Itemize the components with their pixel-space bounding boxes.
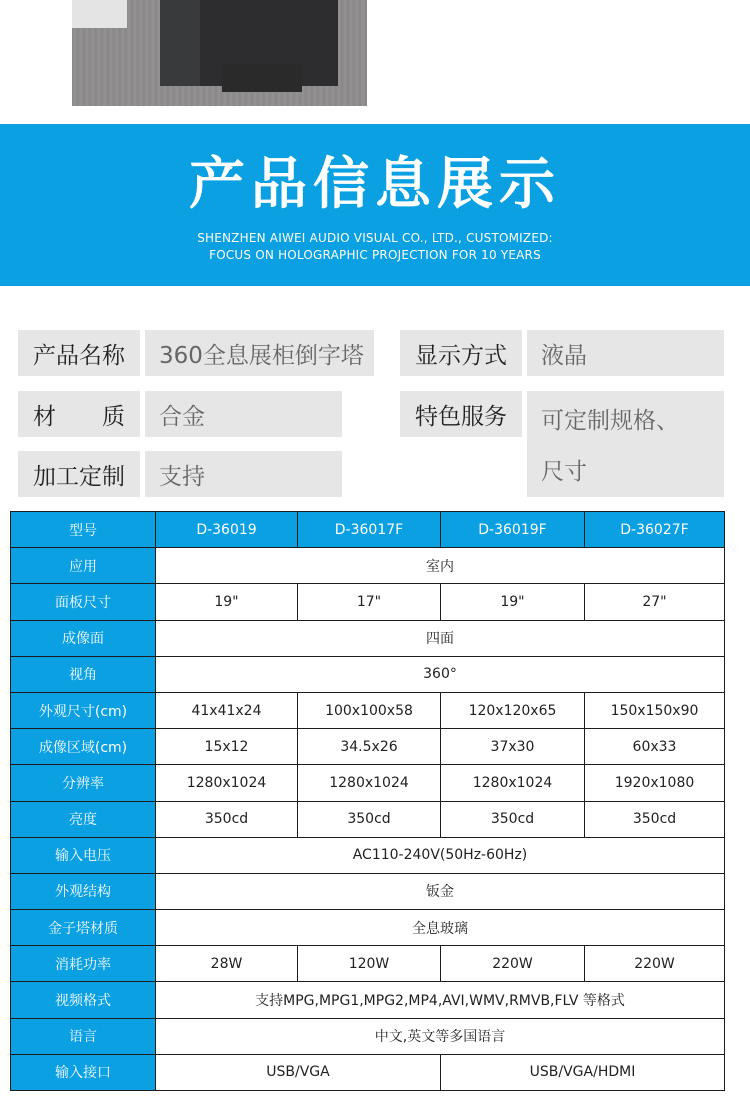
spec-table	[10, 511, 725, 1091]
spec-cell: 120x120x65	[441, 692, 585, 728]
spec-row	[11, 837, 725, 873]
spec-row-label: 外观结构	[11, 873, 156, 909]
spec-row-label: 型号	[11, 512, 156, 548]
photo-cabinet-side	[160, 0, 200, 86]
spec-row	[11, 801, 725, 837]
banner-subtitle-line2: FOCUS ON HOLOGRAPHIC PROJECTION FOR 10 YEARS	[209, 248, 541, 262]
spec-row-label: 视频格式	[11, 982, 156, 1018]
spec-cell: 室内	[156, 548, 725, 584]
spec-row	[11, 765, 725, 801]
banner-subtitle-line1: SHENZHEN AIWEI AUDIO VISUAL CO., LTD., CUSTOMIZED:	[197, 231, 553, 245]
special-service-value-line2: 尺寸	[541, 459, 587, 485]
spec-row-label: 外观尺寸(cm)	[11, 692, 156, 728]
spec-cell: 350cd	[585, 801, 725, 837]
spec-row-label: 消耗功率	[11, 946, 156, 982]
spec-row	[11, 873, 725, 909]
spec-cell: 四面	[156, 620, 725, 656]
banner-subtitle	[0, 230, 750, 264]
spec-cell: 350cd	[441, 801, 585, 837]
spec-row	[11, 729, 725, 765]
spec-row	[11, 548, 725, 584]
special-service-value-line1: 可定制规格、	[541, 408, 679, 434]
spec-cell: D-36027F	[585, 512, 725, 548]
spec-cell: 34.5x26	[298, 729, 441, 765]
spec-row	[11, 1054, 725, 1090]
spec-cell: 1280x1024	[298, 765, 441, 801]
spec-cell: 350cd	[156, 801, 298, 837]
spec-cell: 1280x1024	[156, 765, 298, 801]
custom-processing-label: 加工定制	[18, 451, 140, 497]
spec-cell: 19"	[441, 584, 585, 620]
spec-row-label: 语言	[11, 1018, 156, 1054]
spec-row-label: 输入接口	[11, 1054, 156, 1090]
spec-cell: 220W	[441, 946, 585, 982]
spec-cell: 37x30	[441, 729, 585, 765]
spec-cell: 17"	[298, 584, 441, 620]
spec-row-label: 成像区域(cm)	[11, 729, 156, 765]
spec-row-label: 金子塔材质	[11, 910, 156, 946]
spec-cell: AC110-240V(50Hz-60Hz)	[156, 837, 725, 873]
spec-cell: 15x12	[156, 729, 298, 765]
spec-cell: 120W	[298, 946, 441, 982]
spec-cell: 350cd	[298, 801, 441, 837]
section-banner	[0, 124, 750, 286]
spec-row-label: 成像面	[11, 620, 156, 656]
spec-row	[11, 620, 725, 656]
product-photo	[72, 0, 367, 106]
spec-row-label: 面板尺寸	[11, 584, 156, 620]
spec-row	[11, 982, 725, 1018]
photo-cabinet-base	[222, 64, 302, 92]
spec-cell: 41x41x24	[156, 692, 298, 728]
spec-cell: 150x150x90	[585, 692, 725, 728]
spec-row-label: 分辨率	[11, 765, 156, 801]
spec-cell: 27"	[585, 584, 725, 620]
spec-row	[11, 1018, 725, 1054]
display-method-label: 显示方式	[400, 330, 522, 376]
spec-cell: USB/VGA	[156, 1054, 441, 1090]
spec-row-label: 视角	[11, 656, 156, 692]
spec-row	[11, 656, 725, 692]
special-service-value	[527, 391, 724, 497]
spec-cell: D-36017F	[298, 512, 441, 548]
spec-cell: 19"	[156, 584, 298, 620]
spec-cell: 1280x1024	[441, 765, 585, 801]
spec-row-label: 输入电压	[11, 837, 156, 873]
spec-cell: 220W	[585, 946, 725, 982]
product-name-label: 产品名称	[18, 330, 140, 376]
spec-cell: USB/VGA/HDMI	[441, 1054, 725, 1090]
material-label: 材 质	[18, 391, 140, 437]
photo-wall	[72, 0, 127, 28]
spec-row-label: 亮度	[11, 801, 156, 837]
spec-row-label: 应用	[11, 548, 156, 584]
material-value: 合金	[145, 391, 342, 437]
spec-table-body	[11, 512, 725, 1091]
spec-cell: 360°	[156, 656, 725, 692]
spec-row	[11, 584, 725, 620]
product-name-value: 360全息展柜倒字塔	[145, 330, 374, 376]
spec-cell: D-36019	[156, 512, 298, 548]
spec-row	[11, 512, 725, 548]
spec-cell: 钣金	[156, 873, 725, 909]
spec-cell: 支持MPG,MPG1,MPG2,MP4,AVI,WMV,RMVB,FLV 等格式	[156, 982, 725, 1018]
spec-cell: 100x100x58	[298, 692, 441, 728]
spec-cell: 28W	[156, 946, 298, 982]
spec-cell: 中文,英文等多国语言	[156, 1018, 725, 1054]
banner-title: 产品信息展示	[189, 152, 561, 217]
spec-row	[11, 692, 725, 728]
spec-cell: 1920x1080	[585, 765, 725, 801]
special-service-label: 特色服务	[400, 391, 522, 437]
spec-cell: D-36019F	[441, 512, 585, 548]
spec-cell: 60x33	[585, 729, 725, 765]
display-method-value: 液晶	[527, 330, 724, 376]
spec-row	[11, 910, 725, 946]
custom-processing-value: 支持	[145, 451, 342, 497]
spec-row	[11, 946, 725, 982]
spec-cell: 全息玻璃	[156, 910, 725, 946]
